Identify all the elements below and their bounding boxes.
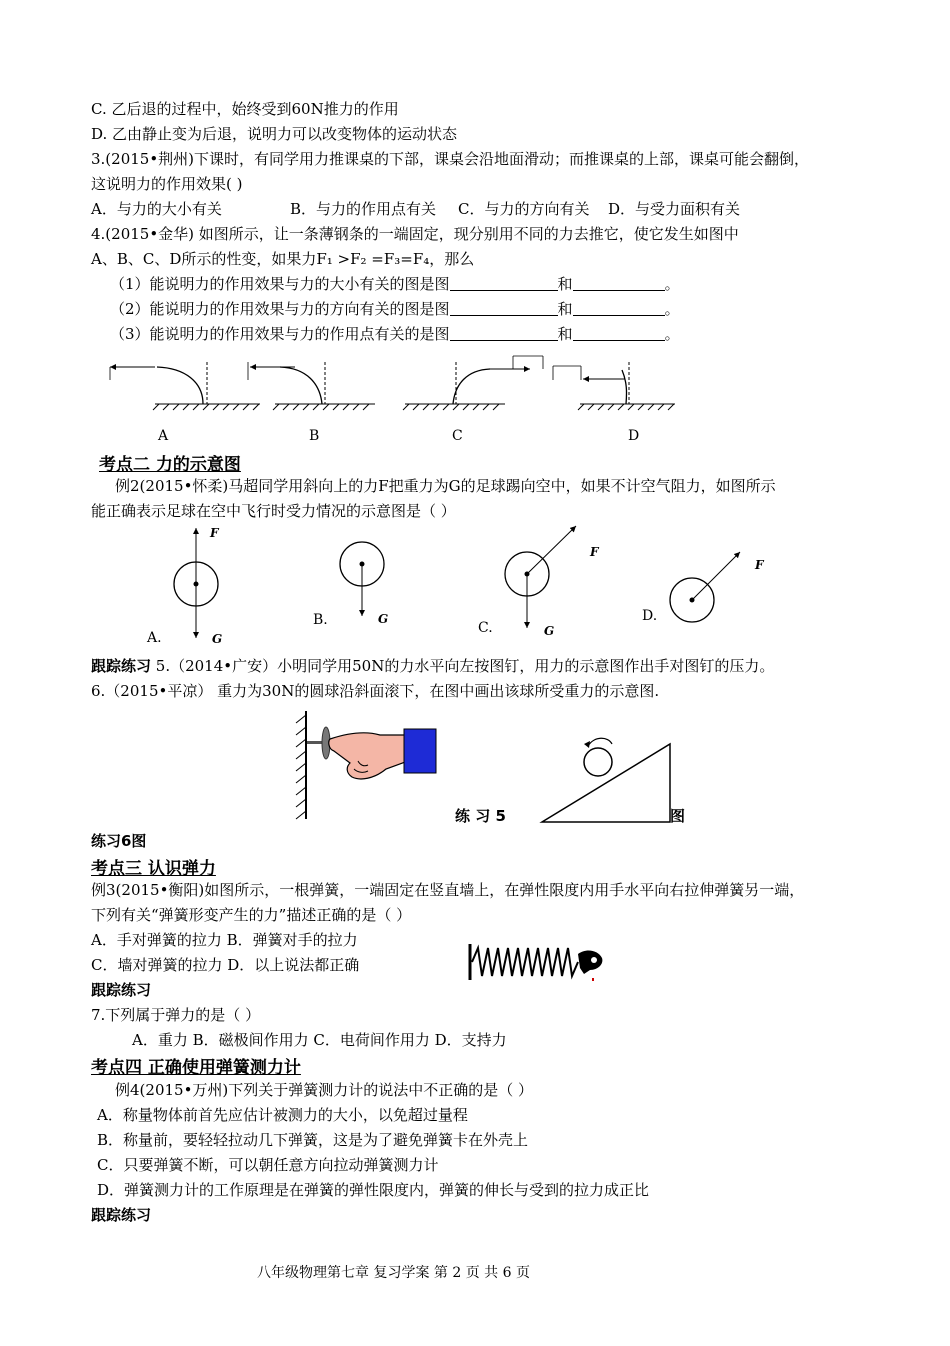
- q4-sub3: [110, 324, 680, 344]
- q2-option-c: C. 乙后退的过程中，始终受到60N推力的作用: [91, 100, 399, 118]
- q4-sub2-blank2[interactable]: [573, 300, 665, 316]
- q4-sub1-blank1[interactable]: [450, 275, 558, 291]
- track4-label: 跟踪练习: [91, 1206, 152, 1224]
- q4-sub3-blank2[interactable]: [573, 325, 665, 341]
- diagram-b-g-label: G: [378, 612, 389, 626]
- q3-option-c: C．与力的方向有关: [458, 200, 590, 218]
- ex2-stem-line1: 例2(2015•怀柔)马超同学用斜向上的力F把重力为G的足球踢向空中，如果不计空气阻力，如图所示: [115, 477, 776, 495]
- fig6-caption: 练习6图: [91, 832, 147, 850]
- ex3-options-ab: A．手对弹簧的拉力 B．弹簧对手的拉力: [91, 931, 358, 949]
- q4-sub2: [110, 299, 680, 319]
- q3-option-d: D．与受力面积有关: [608, 200, 741, 218]
- ball-force-diagrams: [140, 522, 780, 652]
- ball-label-b: B.: [313, 612, 328, 628]
- ex3-stem-line2: 下列有关“弹簧形变产生的力”描述正确的是（ ）: [91, 906, 412, 924]
- track5-text: 5.（2014•广安）小明同学用50N的力水平向左按图钉，用力的示意图作出手对图钉的压力。: [151, 657, 775, 675]
- q3-options: [91, 199, 740, 219]
- section4-title: 考点四 正确使用弹簧测力计: [91, 1058, 301, 1078]
- q4-sub2-text: （2）能说明力的作用效果与力的方向有关的图是图: [110, 300, 450, 318]
- hand-thumbtack-figure: [288, 707, 438, 825]
- fig5-caption-b: 图: [670, 807, 686, 825]
- strip-figure-a: [110, 362, 260, 410]
- q4-sub1-blank2[interactable]: [573, 275, 665, 291]
- ex2-stem-line2: 能正确表示足球在空中飞行时受力情况的示意图是（ ）: [91, 502, 456, 520]
- q4-sub3-blank1[interactable]: [450, 325, 558, 341]
- strip-label-c: C: [452, 428, 463, 444]
- ex4-option-a: A．称量物体前首先应估计被测力的大小，以免超过量程: [97, 1106, 468, 1124]
- track5-line: [91, 656, 774, 676]
- q4-sub3-end: 。: [664, 325, 680, 343]
- incline-ball-figure: [538, 722, 672, 826]
- diagram-d-f-label: F: [755, 558, 764, 572]
- steel-strip-figures: [95, 352, 735, 420]
- q4-stem-line2: A、B、C、D所示的性变，如果力F₁ >F₂ =F₃=F₄，那么: [91, 250, 475, 268]
- strip-label-a: A: [158, 428, 169, 444]
- ex4-option-c: C．只要弹簧不断，可以朝任意方向拉动弹簧测力计: [97, 1156, 439, 1174]
- diagram-a-f-label: F: [210, 526, 219, 540]
- strip-label-b: B: [309, 428, 320, 444]
- ball-diagram-a: [174, 528, 218, 638]
- q7-stem: 7.下列属于弹力的是（ ）: [91, 1006, 261, 1024]
- ball-diagram-d: [670, 552, 740, 622]
- q7-options: A．重力 B．磁极间作用力 C．电荷间作用力 D．支持力: [132, 1031, 507, 1049]
- diagram-a-g-label: G: [212, 632, 223, 646]
- ex4-option-b: B．称量前，要轻轻拉动几下弹簧，这是为了避免弹簧卡在外壳上: [97, 1131, 529, 1149]
- ball-diagram-c: [505, 526, 576, 628]
- q4-sub1-end: 。: [664, 275, 680, 293]
- q3-option-b: B．与力的作用点有关: [290, 200, 437, 218]
- ex4-stem: 例4(2015•万州)下列关于弹簧测力计的说法中不正确的是（ ）: [115, 1081, 534, 1099]
- ex3-options-cd: C．墙对弹簧的拉力 D．以上说法都正确: [91, 956, 360, 974]
- section3-title: 考点三 认识弹力: [91, 859, 216, 879]
- q4-stem-line1: 4.(2015•金华) 如图所示，让一条薄钢条的一端固定，现分别用不同的力去推它，使它发生如图中: [91, 225, 739, 243]
- q2-option-d: D. 乙由静止变为后退，说明力可以改变物体的运动状态: [91, 125, 458, 143]
- ball-label-a: A.: [147, 630, 162, 646]
- q4-sub1: [110, 274, 680, 294]
- strip-label-d: D: [628, 428, 640, 444]
- strip-figure-c: [403, 356, 543, 410]
- spring-figure: [466, 940, 608, 984]
- track3-label: 跟踪练习: [91, 981, 152, 999]
- strip-figure-b: [248, 362, 375, 410]
- strip-figure-d: [553, 362, 675, 410]
- section2-title: 考点二 力的示意图: [99, 455, 241, 475]
- q6-line: 6.（2015•平凉） 重力为30N的圆球沿斜面滚下，在图中画出该球所受重力的示意图.: [91, 682, 660, 700]
- q3-stem-line2: 这说明力的作用效果( ): [91, 175, 243, 193]
- page-footer: 八年级物理第七章 复习学案 第 2 页 共 6 页: [257, 1265, 530, 1281]
- ex3-stem-line1: 例3(2015•衡阳)如图所示，一根弹簧，一端固定在竖直墙上，在弹性限度内用手水平向右拉伸弹簧另一端，: [91, 881, 805, 899]
- diagram-c-f-label: F: [590, 545, 599, 559]
- q4-sub3-and: 和: [557, 325, 573, 343]
- ball-label-c: C.: [478, 620, 493, 636]
- ball-label-d: D.: [642, 608, 658, 624]
- q4-sub2-and: 和: [557, 300, 573, 318]
- q4-sub3-text: （3）能说明力的作用效果与力的作用点有关的是图: [110, 325, 450, 343]
- ex4-option-d: D．弹簧测力计的工作原理是在弹簧的弹性限度内，弹簧的伸长与受到的拉力成正比: [97, 1181, 650, 1199]
- ball-diagram-b: [340, 542, 384, 616]
- q4-sub1-text: （1）能说明力的作用效果与力的大小有关的图是图: [110, 275, 450, 293]
- q4-sub2-blank1[interactable]: [450, 300, 558, 316]
- q4-sub2-end: 。: [664, 300, 680, 318]
- q4-sub1-and: 和: [557, 275, 573, 293]
- track5-prefix: 跟踪练习: [91, 657, 152, 675]
- fig5-caption-a: 练 习 5: [455, 807, 506, 825]
- diagram-c-g-label: G: [544, 624, 555, 638]
- q3-option-a: A．与力的大小有关: [91, 200, 222, 218]
- q3-stem-line1: 3.(2015•荆州)下课时，有同学用力推课桌的下部，课桌会沿地面滑动；而推课桌的上部，课桌可能会翻倒，: [91, 150, 810, 168]
